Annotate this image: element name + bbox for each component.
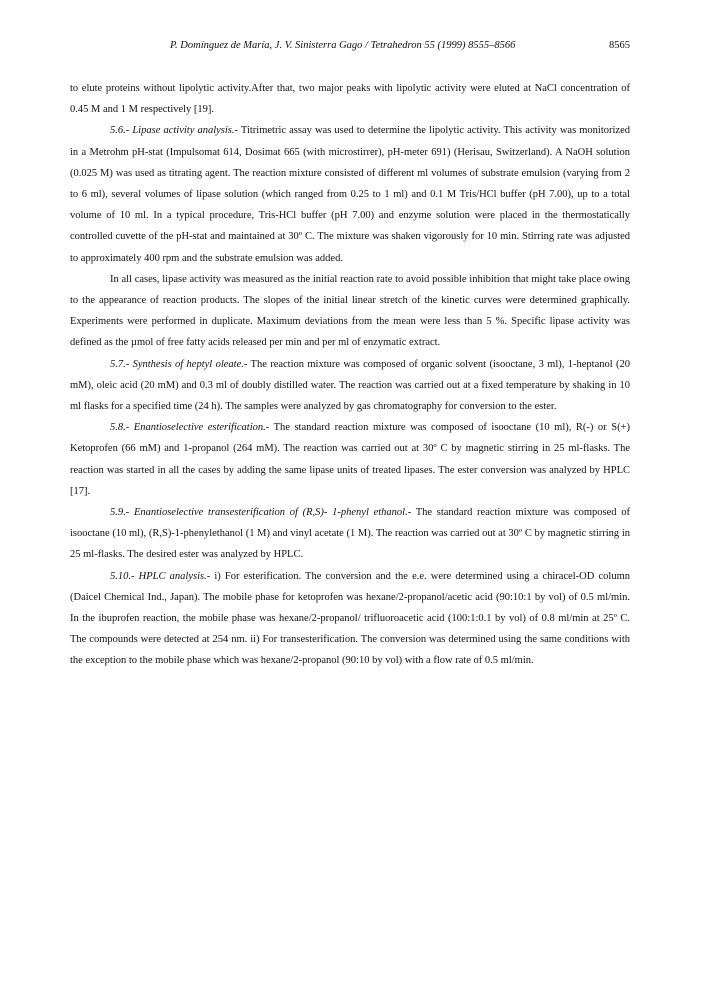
- paragraph-text: i) For esterification. The conversion and the e.e. were determined using a chiracel-OD column (Daicel Chemical Ind., Japan). The mobile phase for ketoprofen was hexane/2-propanol/acetic acid (90:10:1 by vol) of 0.5 ml/min. In the ibuprofen reaction, the mobile phase was hexane/2-propanol/ trifluoroacetic acid (100:1:0.1 by vol) of 0.8 ml/min at 25º C. The compounds were detected at 254 nm. ii) For transesterification. The conversion was determined using the same conditions with the exception to the mobile phase which was hexane/2-propanol (90:10 by vol) with a flow rate of 0.5 ml/min.: [70, 570, 630, 667]
- section-transesterification: [70, 502, 630, 566]
- section-heading: 5.8.- Enantioselective esterification.-: [110, 422, 270, 434]
- section-heading: 5.7.- Synthesis of heptyl oleate.-: [110, 358, 248, 370]
- page-number: 8565: [609, 40, 630, 51]
- section-heading: 5.9.- Enantioselective transesterification of (R,S)- 1-phenyl ethanol.-: [110, 507, 412, 519]
- section-esterification: [70, 417, 630, 502]
- section-heptyl-oleate: [70, 354, 630, 418]
- section-lipase-activity: [70, 120, 630, 268]
- article-body: [70, 78, 630, 672]
- section-hplc: [70, 566, 630, 672]
- paragraph-text: The standard reaction mixture was composed of isooctane (10 ml), (R,S)-1-phenylethanol (1 M) and vinyl acetate (1 M). The reaction was carried out at 30º C by magnetic stirring in 25 ml-flasks. The desired ester was analyzed by HPLC.: [70, 507, 631, 561]
- section-heading: 5.10.- HPLC analysis.-: [110, 570, 211, 582]
- paragraph-text: to elute proteins without lipolytic activity.After that, two major peaks with lipolytic activity were eluted at NaCl concentration of 0.45 M and 1 M respectively [19].: [70, 83, 630, 116]
- paragraph-elution: [70, 78, 630, 120]
- running-head: P. Domínguez de María, J. V. Sinisterra Gago / Tetrahedron 55 (1999) 8555–8566: [170, 40, 516, 51]
- paragraph-lipase-rate: [70, 269, 630, 354]
- paragraph-text: The reaction mixture was composed of organic solvent (isooctane, 3 ml), 1-heptanol (20 mM), oleic acid (20 mM) and 0.3 ml of doubly distilled water. The reaction was carried out at a fixed temperature by shaking in 10 ml flasks for a specified time (24 h). The samples were analyzed by gas chromatography for conversion to the ester.: [70, 358, 630, 413]
- paragraph-text: The standard reaction mixture was composed of isooctane (10 ml), R(-) or S(+) Ketoprofen (66 mM) and 1-propanol (264 mM). The reaction was carried out at 30º C by magnetic stirring in 25 ml-flasks. The reaction was started in all the cases by adding the same lipase units of treated lipases. The ester conversion was analyzed by HPLC [17].: [70, 422, 630, 497]
- paragraph-text: In all cases, lipase activity was measured as the initial reaction rate to avoid possible inhibition that might take place owing to the appearance of reaction products. The slopes of the initial linear stretch of the kinetic curves were determined graphically. Experiments were performed in duplicate. Maximum deviations from the mean were less than 5 %. Specific lipase activity was defined as the µmol of free fatty acids released per min and per ml of enzymatic extract.: [70, 273, 630, 349]
- paragraph-text: Titrimetric assay was used to determine the lipolytic activity. This activity was monitorized in a Metrohm pH-stat (Impulsomat 614, Dosimat 665 (with microstirrer), pH-meter 691) (Herisau, Switzerland). A NaOH solution (0.025 M) was used as titrating agent. The reaction mixture consisted of different ml volumes of substrate emulsion (varying from 2 to 6 ml), several volumes of lipase solution (which ranged from 0.25 to 1 ml) and 0.1 M Tris/HCl buffer (pH 7.00), up to a total volume of 10 ml. In a typical procedure, Tris-HCl buffer (pH 7.00) and enzyme solution were placed in the thermostatically controlled cuvette of the pH-stat and maintained at 30º C. The mixture was shaken vigorously for 10 min. Stirring rate was adjusted to approximately 400 rpm and the substrate emulsion was added.: [70, 125, 630, 264]
- section-heading: 5.6.- Lipase activity analysis.-: [110, 125, 238, 137]
